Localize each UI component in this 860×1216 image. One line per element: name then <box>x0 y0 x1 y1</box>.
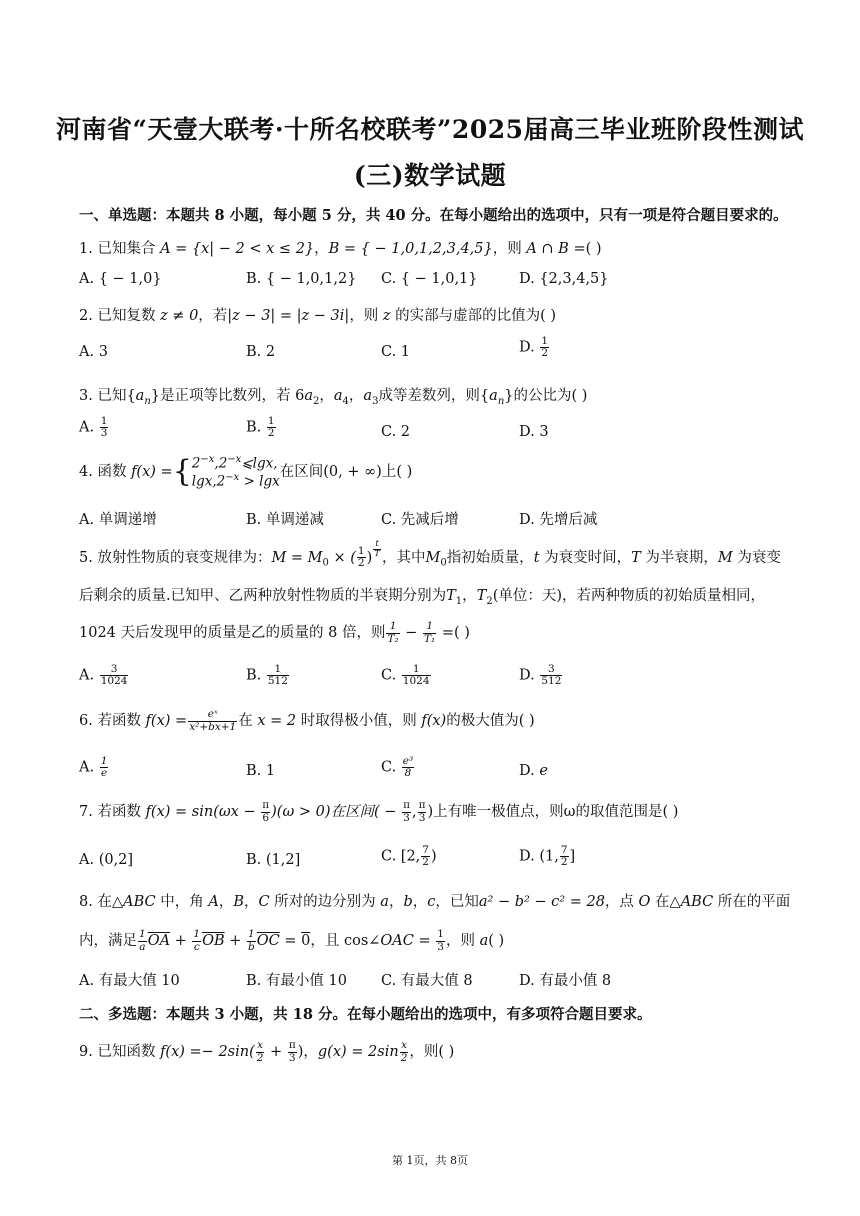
question-5-option-c: C. $\frac{1}{1024}$ <box>381 663 430 688</box>
question-8-line2: 内，满足 $\frac{1}{a}$ $\overline{OA}$ + $\frac{1}{c}$ $\overline{OB}$ + $\frac{1}{b}$ $\overline{OC} = 0$，且 cos∠OAC = $\frac{1}{3}$ ，则 a( ) <box>79 928 505 953</box>
question-4-option-c: C. 先减后增 <box>381 512 459 528</box>
fraction: $\frac{1}{a}$ <box>139 928 146 953</box>
fraction: $\frac{\text{eˣ}}{\text{x²+bx+1}}$ <box>189 708 237 733</box>
question-4-option-b: B. 单调递减 <box>246 512 324 528</box>
question-4-option-a: A. 单调递增 <box>79 512 157 528</box>
fraction: $\frac{1}{e}$ <box>100 755 108 780</box>
question-4-option-d: D. 先增后减 <box>519 512 598 528</box>
question-3-option-b: B. $\frac{1}{2}$ <box>246 415 275 440</box>
fraction: $\frac{1}{3}$ <box>100 415 108 440</box>
fraction: $\frac{x}{2}$ <box>256 1039 264 1064</box>
left-brace: { <box>172 454 192 490</box>
question-3-stem: 3. 已知$\{a_n\}$是正项等比数列，若 $6a_2$，$a_4$，$a_3$成等差数列，则$\{a_n\}$的公比为( ) <box>79 388 588 407</box>
question-3-option-a: A. $\frac{1}{3}$ <box>79 415 108 440</box>
question-2-stem: 2. 已知复数 z ≠ 0，若|z − 3| = |z − 3i|，则 z 的实部与虚部的比值为( ) <box>79 308 557 324</box>
fraction: $\frac{1}{1024}$ <box>402 663 430 688</box>
fraction: $\frac{\pi}{6}$ <box>262 799 270 824</box>
section-multiple-choice: 二、多选题：本题共 3 小题，共 18 分。在每小题给出的选项中，有多项符合题目要求。 <box>79 1006 652 1023</box>
question-1-option-b: B. { − 1,0,1,2} <box>246 271 357 287</box>
question-1-option-c: C. { − 1,0,1} <box>381 271 478 287</box>
fraction: $\frac{1}{\text{T₂}}$ <box>387 620 399 645</box>
question-8-option-d: D. 有最小值 8 <box>519 973 612 989</box>
question-5-option-a: A. $\frac{3}{1024}$ <box>79 663 128 688</box>
question-6-option-c: C. $\frac{\text{e³}}{8}$ <box>381 755 414 780</box>
question-5-line1: 5. 放射性物质的衰变规律为：$M = M_0$ × ( $\frac{1}{2}$ ) $\frac{t}{T}$ ，其中$M_0$指初始质量，t 为衰变时间，T 为半衰期，M 为衰变 <box>79 539 781 570</box>
fraction: $\frac{1}{\text{T₁}}$ <box>424 620 436 645</box>
question-8-option-b: B. 有最小值 10 <box>246 973 347 989</box>
question-3-option-c: C. 2 <box>381 424 411 440</box>
fraction: $\frac{\text{e³}}{8}$ <box>402 755 414 780</box>
question-2-option-a: A. 3 <box>79 344 108 360</box>
fraction: $\frac{\pi}{3}$ <box>418 799 426 824</box>
question-5-line2: 后剩余的质量.已知甲、乙两种放射性物质的半衰期分别为$T_1$，$T_2$(单位：天)，若两种物质的初始质量相同， <box>79 588 766 607</box>
page-footer: 第 1页，共 8页 <box>392 1154 468 1167</box>
exponent-fraction: $\frac{t}{T}$ <box>374 539 380 559</box>
question-8-option-c: C. 有最大值 8 <box>381 973 473 989</box>
question-5-option-d: D. $\frac{3}{512}$ <box>519 663 562 688</box>
fraction: $\frac{1}{2}$ <box>357 545 365 570</box>
fraction: $\frac{7}{2}$ <box>422 844 429 869</box>
question-9-stem: 9. 已知函数 f(x) =− 2sin( $\frac{x}{2}$ + $\frac{\pi}{3}$ )，g(x) = 2sin $\frac{x}{2}$ ，则( ) <box>79 1039 455 1064</box>
question-5-line3: 1024 天后发现甲的质量是乙的质量的 8 倍，则 $\frac{1}{\text{T₂}}$ − $\frac{1}{\text{T₁}}$ =( ) <box>79 620 470 645</box>
question-4-stem: 4. 函数 f(x) ={ $2^{-x},2^{-x}⩽\lg x$, $\lg x,2^{-x} > \lg x$ 在区间(0, + ∞)上( ) <box>79 454 413 490</box>
piecewise-definition: $2^{-x},2^{-x}⩽\lg x$, $\lg x,2^{-x} > \lg x$ <box>191 454 280 490</box>
fraction: $\frac{1}{512}$ <box>267 663 288 688</box>
fraction: $\frac{7}{2}$ <box>560 844 568 869</box>
question-7-stem: 7. 若函数 f(x) = sin(ωx − $\frac{\pi}{6}$ )(ω > 0)在区间( − $\frac{\pi}{3}$ , $\frac{\pi}{3}$ )上有唯一极值点，则ω的取值范围是( ) <box>79 799 679 824</box>
question-6-option-d: D. e <box>519 763 548 779</box>
question-1-option-d: D. {2,3,4,5} <box>519 271 609 287</box>
question-1-option-a: A. { − 1,0} <box>79 271 162 287</box>
section-single-choice: 一、单选题：本题共 8 小题，每小题 5 分，共 40 分。在每小题给出的选项中，只有一项是符合题目要求的。 <box>79 207 788 224</box>
fraction: $\frac{1}{c}$ <box>193 928 201 953</box>
question-2-option-b: B. 2 <box>246 344 276 360</box>
question-2-option-d: D. $\frac{1}{2}$ <box>519 335 549 360</box>
fraction: $\frac{1}{2}$ <box>267 415 275 440</box>
fraction: $\frac{\pi}{3}$ <box>403 799 410 824</box>
fraction: $\frac{1}{3}$ <box>437 928 444 953</box>
question-2-option-c: C. 1 <box>381 344 411 360</box>
question-8-line1: 8. 在△ABC 中，角 A，B，C 所对的边分别为 a，b，c，已知a² − b² − c² = 28，点 O 在△ABC 所在的平面 <box>79 894 791 910</box>
question-3-option-d: D. 3 <box>519 424 549 440</box>
question-7-option-b: B. (1,2] <box>246 852 301 868</box>
question-5-option-b: B. $\frac{1}{512}$ <box>246 663 288 688</box>
fraction: $\frac{1}{b}$ <box>248 928 255 953</box>
fraction: $\frac{3}{1024}$ <box>100 663 128 688</box>
question-6-option-a: A. $\frac{1}{e}$ <box>79 755 108 780</box>
fraction: $\frac{1}{2}$ <box>541 335 549 360</box>
question-6-option-b: B. 1 <box>246 763 276 779</box>
fraction: $\frac{x}{2}$ <box>400 1039 408 1064</box>
fraction: $\frac{\pi}{3}$ <box>288 1039 296 1064</box>
exam-title-line2: (三)数学试题 <box>353 161 507 190</box>
question-8-option-a: A. 有最大值 10 <box>79 973 180 989</box>
question-7-option-d: D. (1, $\frac{7}{2}$ ] <box>519 844 576 869</box>
exam-title-line1: 河南省“天壹大联考·十所名校联考”2025届高三毕业班阶段性测试 <box>55 115 805 144</box>
question-6-stem: 6. 若函数 f(x) = $\frac{\text{eˣ}}{\text{x²+bx+1}}$ 在 x = 2 时取得极小值，则 f(x)的极大值为( ) <box>79 708 535 733</box>
question-1-stem: 1. 已知集合 A = {x| − 2 < x ≤ 2}，B = { − 1,0,1,2,3,4,5}，则 A ∩ B =( ) <box>79 241 602 257</box>
question-7-option-a: A. (0,2] <box>79 852 134 868</box>
question-7-option-c: C. [2, $\frac{7}{2}$ ) <box>381 844 437 869</box>
fraction: $\frac{3}{512}$ <box>541 663 562 688</box>
